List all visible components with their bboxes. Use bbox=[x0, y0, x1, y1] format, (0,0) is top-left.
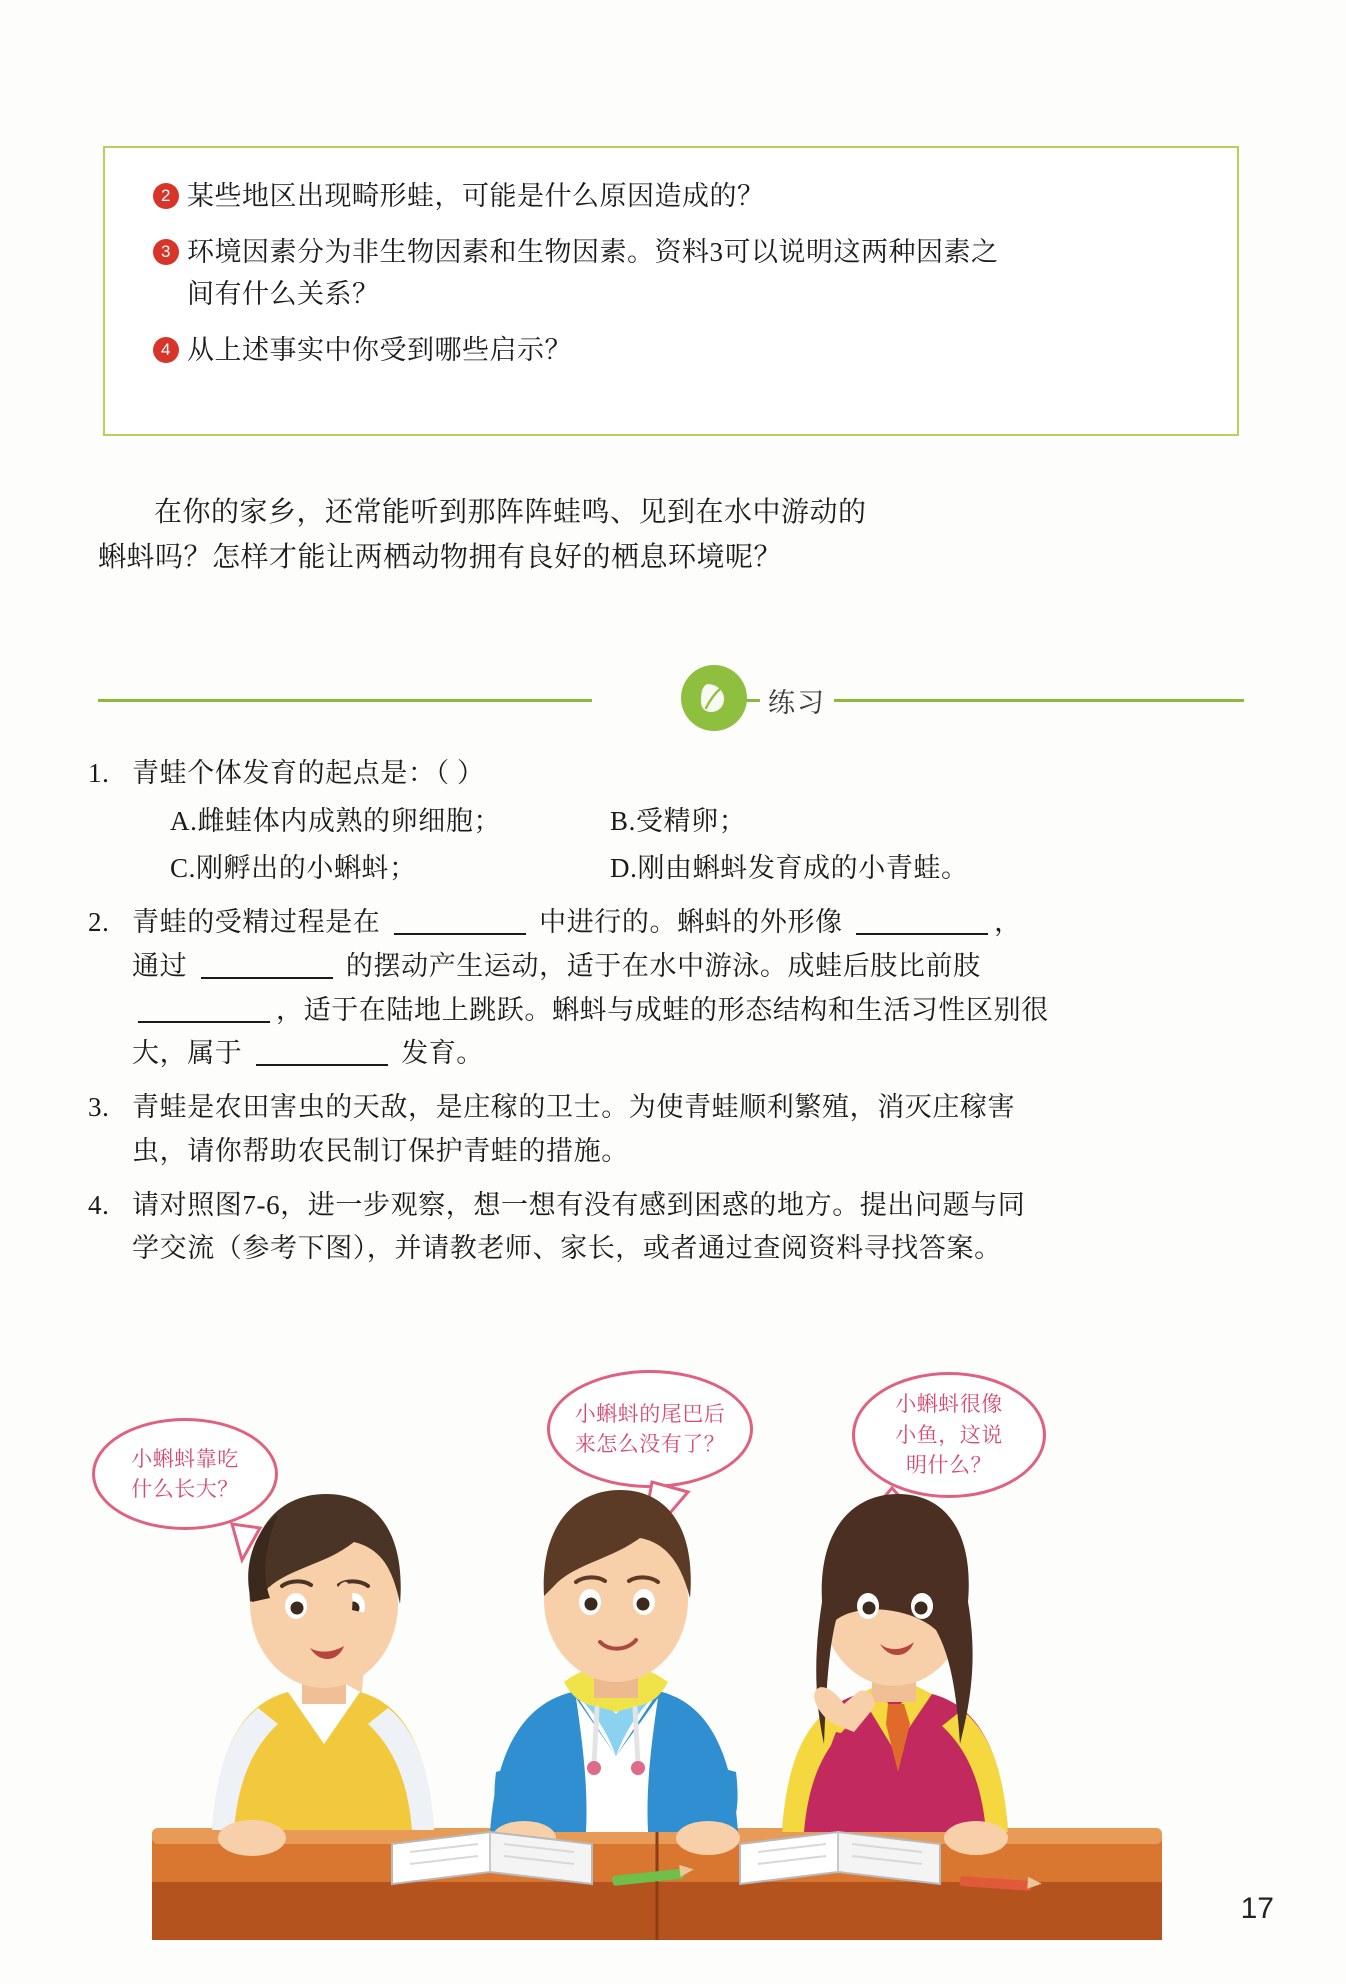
bubble-line: 小鱼，这说 bbox=[895, 1422, 1003, 1447]
choice-a: A.雌蛙体内成熟的卵细胞； bbox=[170, 805, 502, 836]
student-right bbox=[782, 1494, 1008, 1855]
exercise-section-header bbox=[98, 665, 1244, 735]
exercise-index: 2. bbox=[88, 907, 110, 938]
bubble-line: 什么长大？ bbox=[131, 1477, 239, 1501]
choice-d: D.刚由蝌蚪发育成的小青蛙。 bbox=[610, 853, 969, 884]
exercise-item-3 bbox=[88, 1086, 1248, 1173]
lead-paragraph-text: 在你的家乡，还常能听到那阵阵蛙鸣、见到在水中游动的蝌蚪吗？怎样才能让两栖动物拥有良好的栖息环境呢？ bbox=[98, 497, 867, 574]
fill-in-blank bbox=[394, 933, 526, 935]
exercise-index: 3. bbox=[88, 1092, 110, 1123]
exercise-index: 1. bbox=[88, 758, 110, 788]
bubble-line: 来怎么没有了？ bbox=[574, 1432, 726, 1456]
question-text: 从上述事实中你受到哪些启示？ bbox=[187, 334, 572, 365]
bubble-line: 小蝌蚪很像 bbox=[895, 1392, 1003, 1417]
lead-paragraph bbox=[98, 490, 888, 581]
student-center bbox=[490, 1490, 740, 1855]
exercise-item-1 bbox=[88, 752, 1248, 891]
exercise-index: 4. bbox=[88, 1189, 110, 1220]
exercise-line: 学交流（参考下图），并请教老师、家长，或者通过查阅资料寻找答案。 bbox=[132, 1233, 1002, 1264]
bubble-line: 小蝌蚪的尾巴后 bbox=[574, 1401, 726, 1426]
question-number: 4 bbox=[153, 337, 179, 363]
choice-row bbox=[132, 800, 1248, 844]
bubble-line: 明什么？ bbox=[906, 1453, 992, 1478]
exercise-line: ，适于在陆地上跳跃。蝌蚪与成蛙的形态结构和生活习性区别很 bbox=[132, 989, 1248, 1033]
question-text: 某些地区出现畸形蛙，可能是什么原因造成的？ bbox=[187, 181, 765, 211]
fill-in-blank bbox=[256, 1064, 388, 1066]
fill-in-blank bbox=[201, 977, 333, 979]
bubble-line: 小蝌蚪靠吃 bbox=[131, 1446, 239, 1471]
divider-left bbox=[98, 699, 592, 702]
exercise-label: 练习 bbox=[760, 681, 834, 720]
illustration bbox=[92, 1352, 1252, 1952]
exercise-line: 虫，请你帮助农民制订保护青蛙的措施。 bbox=[132, 1135, 629, 1166]
exercise-line: 青蛙是农田害虫的天敌，是庄稼的卫士。为使青蛙顺利繁殖，消灭庄稼害 bbox=[132, 1092, 1016, 1123]
exercise-line: 请对照图7-6，进一步观察，想一想有没有感到困惑的地方。提出问题与同 bbox=[132, 1189, 1026, 1220]
choice-b: B.受精卵； bbox=[610, 805, 747, 836]
exercise-line: 通过 的摆动产生运动，适于在水中游泳。成蛙后肢比前肢 bbox=[132, 950, 981, 981]
exercise-line: 青蛙的受精过程是在 中进行的。蝌蚪的外形像 ， bbox=[132, 907, 1022, 938]
question-box bbox=[103, 146, 1239, 436]
exercise-item-4 bbox=[88, 1184, 1248, 1271]
question-text-continued: 间有什么关系？ bbox=[187, 278, 380, 309]
students-at-desk-illustration bbox=[92, 1352, 1252, 1952]
fill-in-blank bbox=[138, 1021, 270, 1023]
exercise-stem: 青蛙个体发育的起点是：（ ） bbox=[132, 758, 485, 788]
exercise-item-2 bbox=[88, 901, 1248, 1076]
choice-c: C.刚孵出的小蝌蚪； bbox=[170, 853, 417, 884]
fill-in-blank bbox=[856, 933, 988, 935]
question-item bbox=[153, 176, 1197, 218]
question-item bbox=[153, 330, 1197, 372]
question-number: 3 bbox=[153, 239, 179, 265]
exercise-line: 大，属于 发育。 bbox=[132, 1038, 484, 1069]
exercise-list bbox=[88, 752, 1248, 1281]
question-number: 2 bbox=[153, 183, 179, 209]
choice-row bbox=[132, 847, 1248, 891]
page-number: 17 bbox=[1240, 1892, 1274, 1925]
question-item bbox=[153, 232, 1197, 316]
pencil-leaf-icon bbox=[681, 665, 747, 731]
question-text: 环境因素分为非生物因素和生物因素。资料3可以说明这两种因素之 bbox=[187, 236, 999, 267]
